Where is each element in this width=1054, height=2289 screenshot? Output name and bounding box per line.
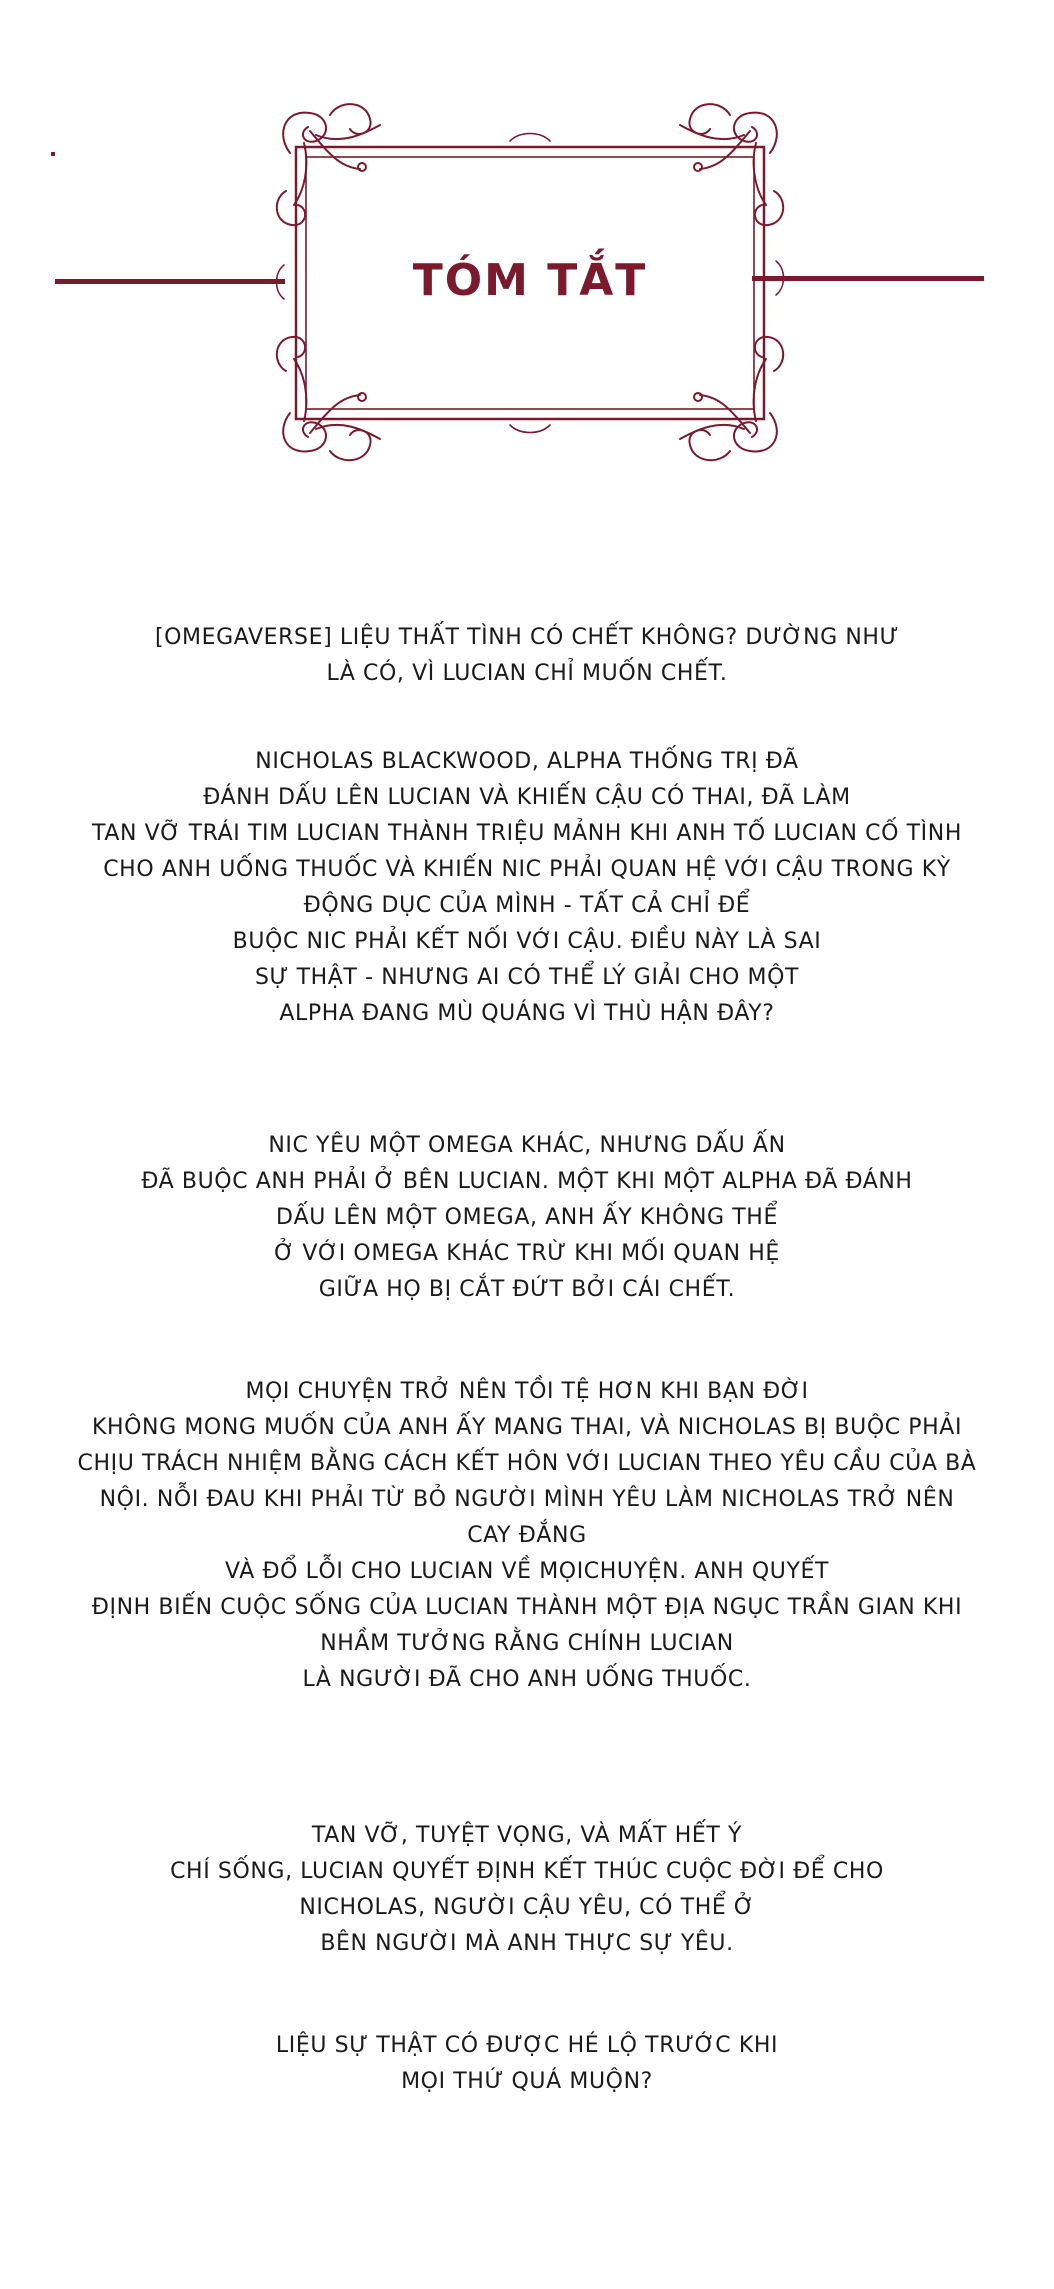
paragraph-line: NHẦM TƯỞNG RẰNG CHÍNH LUCIAN xyxy=(320,1631,734,1656)
summary-text xyxy=(40,620,1014,2100)
paragraph-line: BUỘC NIC PHẢI KẾT NỐI VỚI CẬU. ĐIỀU NÀY LÀ SAI xyxy=(232,929,822,954)
paragraph-line: SỰ THẬT - NHƯNG AI CÓ THỂ LÝ GIẢI CHO MỘT xyxy=(254,965,800,990)
paragraph-line: LÀ CÓ, VÌ LUCIAN CHỈ MUỐN CHẾT. xyxy=(326,661,728,686)
summary-paragraph-1 xyxy=(40,620,1014,692)
paragraph-line: ĐỊNH BIẾN CUỘC SỐNG CỦA LUCIAN THÀNH MỘT ĐỊA NGỤC TRẦN GIAN KHI xyxy=(91,1595,963,1620)
summary-paragraph-2 xyxy=(40,744,1014,1032)
paragraph-line: BÊN NGƯỜI MÀ ANH THỰC SỰ YÊU. xyxy=(320,1931,734,1956)
paragraph-line: LÀ NGƯỜI ĐÃ CHO ANH UỐNG THUỐC. xyxy=(302,1667,752,1692)
paragraph-line: MỌI CHUYỆN TRỞ NÊN TỒI TỆ HƠN KHI BẠN ĐỜI xyxy=(245,1379,809,1404)
paragraph-line: DẤU LÊN MỘT OMEGA, ANH ẤY KHÔNG THỂ xyxy=(276,1205,778,1230)
paragraph-line: KHÔNG MONG MUỐN CỦA ANH ẤY MANG THAI, VÀ NICHOLAS BỊ BUỘC PHẢI xyxy=(91,1415,963,1440)
paragraph-line: NICHOLAS BLACKWOOD, ALPHA THỐNG TRỊ ĐÃ xyxy=(255,749,799,774)
paragraph-line: NIC YÊU MỘT OMEGA KHÁC, NHƯNG DẤU ẤN xyxy=(268,1133,786,1158)
paragraph-line: TAN VỠ, TUYỆT VỌNG, VÀ MẤT HẾT Ý xyxy=(311,1823,743,1848)
paragraph-line: CAY ĐẮNG xyxy=(467,1523,587,1548)
summary-paragraph-6 xyxy=(40,2028,1014,2100)
summary-paragraph-4 xyxy=(40,1374,1014,1698)
paragraph-line: ĐÁNH DẤU LÊN LUCIAN VÀ KHIẾN CẬU CÓ THAI, ĐÃ LÀM xyxy=(203,785,851,810)
stray-dot xyxy=(51,152,55,156)
paragraph-line: ĐỘNG DỤC CỦA MÌNH - TẤT CẢ CHỈ ĐỂ xyxy=(303,893,751,918)
summary-paragraph-3 xyxy=(40,1128,1014,1308)
paragraph-line: TAN VỠ TRÁI TIM LUCIAN THÀNH TRIỆU MẢNH KHI ANH TỐ LUCIAN CỐ TÌNH xyxy=(92,821,962,846)
paragraph-line: VÀ ĐỔ LỖI CHO LUCIAN VỀ MỌICHUYỆN. ANH QUYẾT xyxy=(224,1559,830,1584)
paragraph-line: CHÍ SỐNG, LUCIAN QUYẾT ĐỊNH KẾT THÚC CUỘC ĐỜI ĐỂ CHO xyxy=(170,1859,884,1884)
paragraph-line: LIỆU SỰ THẬT CÓ ĐƯỢC HÉ LỘ TRƯỚC KHI xyxy=(275,2033,779,2058)
summary-paragraph-5 xyxy=(40,1818,1014,1962)
paragraph-line: ĐÃ BUỘC ANH PHẢI Ở BÊN LUCIAN. MỘT KHI MỘT ALPHA ĐÃ ĐÁNH xyxy=(141,1169,913,1194)
paragraph-line: CHỊU TRÁCH NHIỆM BẰNG CÁCH KẾT HÔN VỚI LUCIAN THEO YÊU CẦU CỦA BÀ xyxy=(77,1451,977,1476)
paragraph-line: GIỮA HỌ BỊ CẮT ĐỨT BỞI CÁI CHẾT. xyxy=(318,1277,736,1302)
paragraph-line: NỘI. NỖI ĐAU KHI PHẢI TỪ BỎ NGƯỜI MÌNH YÊU LÀM NICHOLAS TRỞ NÊN xyxy=(99,1487,955,1512)
paragraph-line: CHO ANH UỐNG THUỐC VÀ KHIẾN NIC PHẢI QUAN HỆ VỚI CẬU TRONG KỲ xyxy=(103,857,951,882)
paragraph-line: Ở VỚI OMEGA KHÁC TRỪ KHI MỐI QUAN HỆ xyxy=(274,1241,780,1266)
paragraph-line: ALPHA ĐANG MÙ QUÁNG VÌ THÙ HẬN ĐÂY? xyxy=(279,1001,775,1026)
paragraph-line: MỌI THỨ QUÁ MUỘN? xyxy=(401,2069,653,2094)
page-title: TÓM TẮT xyxy=(412,254,648,306)
header-rule-left xyxy=(55,279,285,284)
paragraph-line: [OMEGAVERSE] LIỆU THẤT TÌNH CÓ CHẾT KHÔNG? DƯỜNG NHƯ xyxy=(154,625,900,650)
paragraph-line: NICHOLAS, NGƯỜI CẬU YÊU, CÓ THỂ Ở xyxy=(299,1895,755,1920)
